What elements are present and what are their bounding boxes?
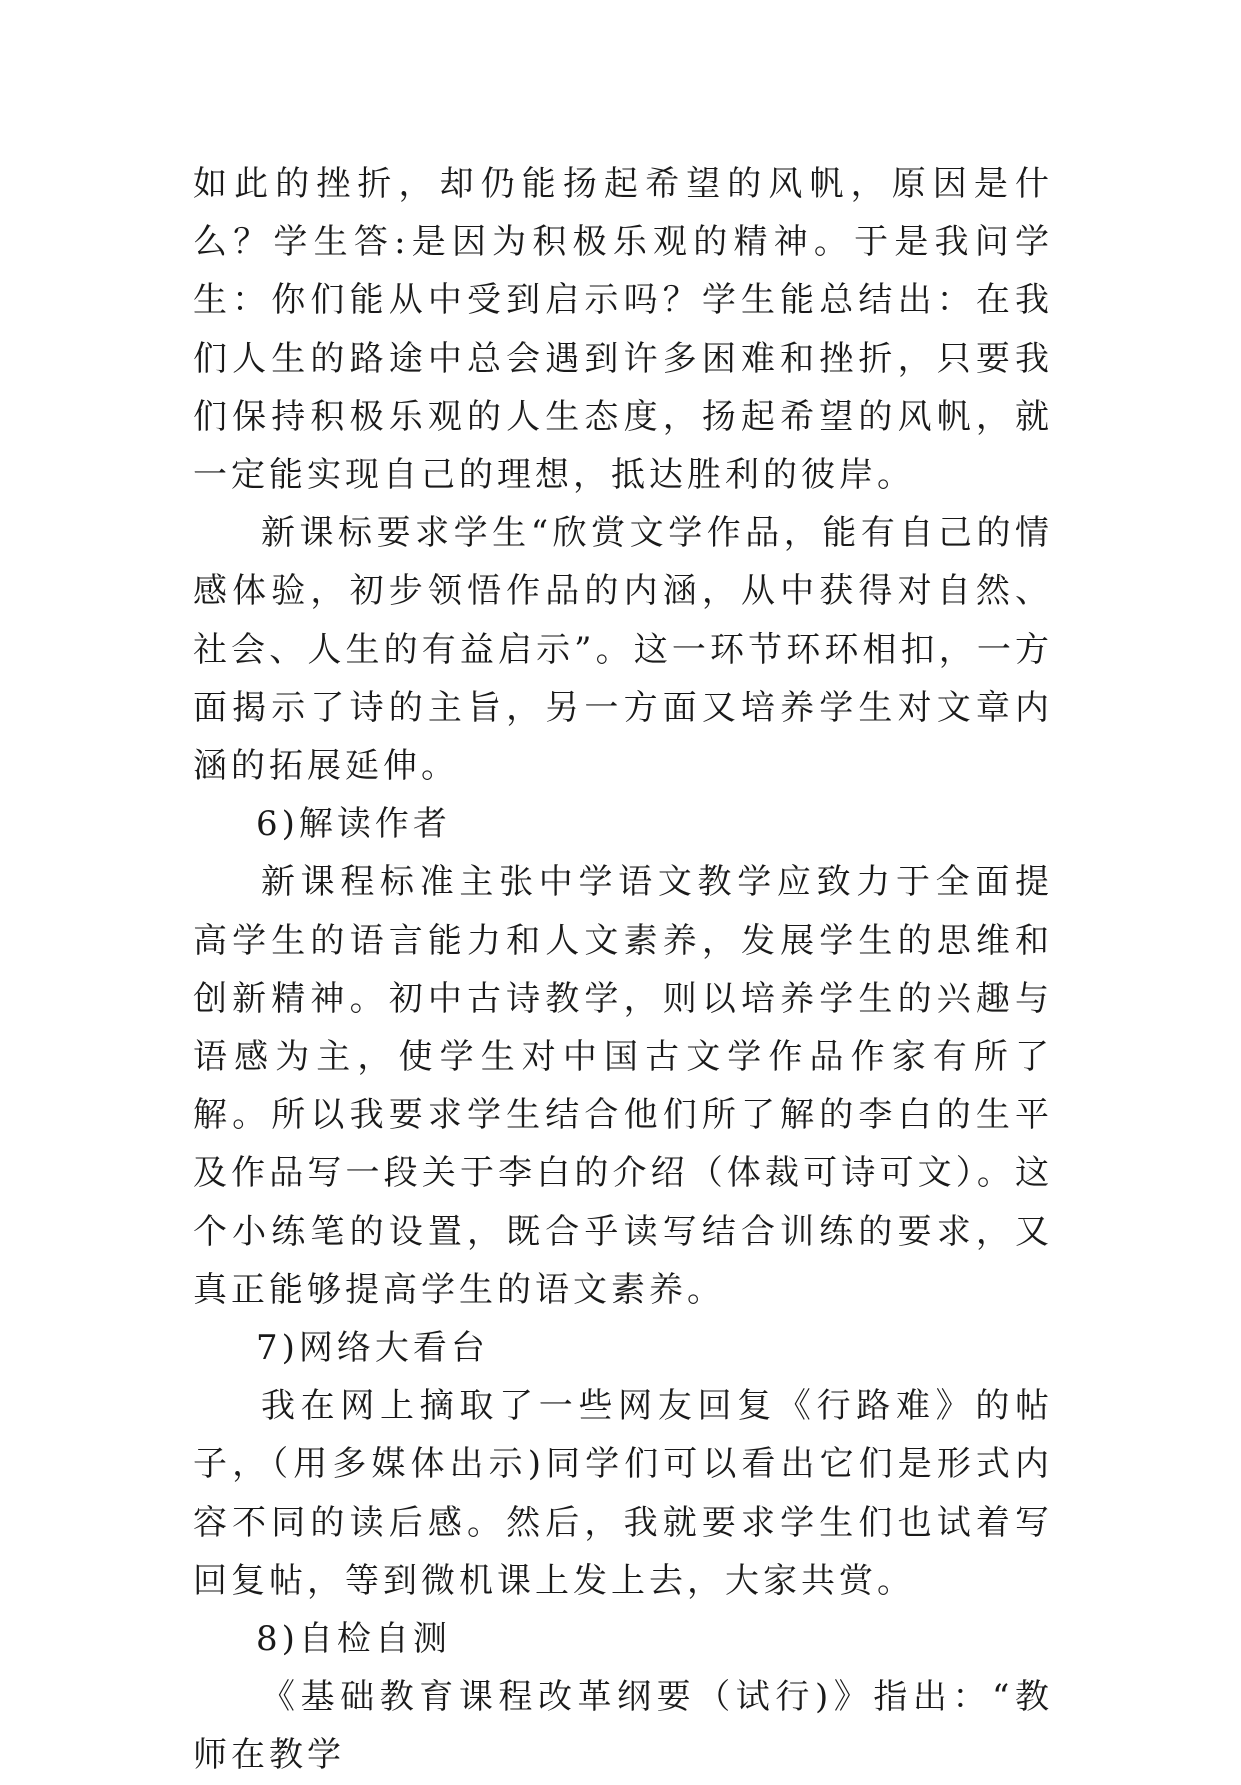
paragraph-reform-outline: 《基础教育课程改革纲要（试行)》指出：“教师在教学 [193,1677,1053,1776]
paragraph-online-replies: 我在网上摘取了一些网友回复《行路难》的帖子，（用多媒体出示)同学们可以看出它们是形式内容不同的读后感。然后，我就要求学生们也试着写回复帖，等到微机课上发上去，大家共赏。 [193,1386,1053,1601]
document-body [193,155,1053,1785]
paragraph-li-bai-writing: 新课程标准主张中学语文教学应致力于全面提高学生的语言能力和人文素养，发展学生的思维和创新精神。初中古诗教学，则以培养学生的兴趣与语感为主，使学生对中国古文学作品作家有所了解。所以我要求学生结合他们所了解的李白的生平及作品写一段关于李白的介绍（体裁可诗可文）。这个小练笔的设置，既合乎读写结合训练的要求，又真正能够提高学生的语文素养。 [193,862,1053,1310]
heading-online-showcase: 7)网络大看台 [256,1328,489,1369]
paragraph-curriculum-standard: 新课标要求学生“欣赏文学作品，能有自己的情感体验，初步领悟作品的内涵，从中获得对自然、社会、人生的有益启示”。这一环节环环相扣，一方面揭示了诗的主旨，另一方面又培养学生对文章内涵的拓展延伸。 [193,513,1053,787]
paragraph-optimism-conclusion: 如此的挫折，却仍能扬起希望的风帆，原因是什么？学生答:是因为积极乐观的精神。于是我问学生：你们能从中受到启示吗？学生能总结出：在我们人生的路途中总会遇到许多困难和挫折，只要我们保持积极乐观的人生态度，扬起希望的风帆，就一定能实现自己的理想，抵达胜利的彼岸。 [193,164,1053,496]
heading-self-test: 8)自检自测 [256,1619,451,1660]
heading-interpret-author: 6)解读作者 [256,804,451,845]
